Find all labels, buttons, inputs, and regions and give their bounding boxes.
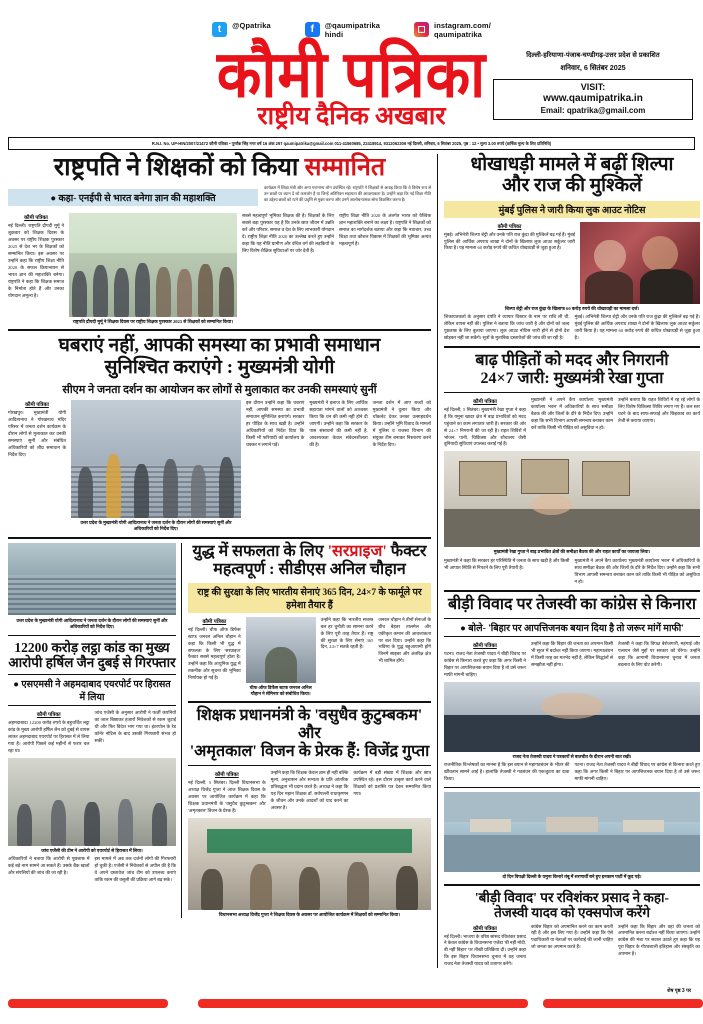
cds-body-2: जनरल चौहान ने तीनों सेनाओं के बीच बेहतर तालमेल और एकीकृत कमान की आवश्यकता पर बल दिया। उन्होंने कहा कि भविष्य के युद्ध बहुआयामी होंगे जिनमें साइबर और अंतरिक्ष क्षेत्र भी शामिल होंगे। (378, 616, 432, 664)
photo-figures (71, 445, 241, 518)
cds-body-0: नई दिल्ली। चीफ ऑफ डिफेंस स्टाफ जनरल अनिल चौहान ने कहा कि किसी भी युद्ध में सफलता के लिए 'सरप्राइज' फैक्टर सबसे महत्वपूर्ण होता है। उन्होंने कहा कि आधुनिक युद्ध में तकनीक और सूचना की भूमिका निर्णायक हो गई है। (188, 626, 241, 681)
flood-headline-line2: 24×7 जारी: मुख्यमंत्री रेखा गुप्ता (480, 369, 664, 387)
president-headline-red: सम्मानित (304, 154, 386, 181)
vijender-headline-line2: 'अमृतकाल' विजन के प्रेरक हैं: विजेंद्र गुप्ता (189, 743, 430, 761)
vijender-photo (188, 818, 431, 910)
president-photo (69, 213, 237, 317)
yogi-headline-line2: सुनिश्चित कराएंगे : मुख्यमंत्री योगी (104, 356, 335, 378)
vijender-body-2: कार्यक्रम में बड़ी संख्या में शिक्षक और छात्र उपस्थित रहे। इस दौरान उत्कृष्ट कार्य करने वाले शिक्षकों को प्रशस्ति पत्र देकर सम्मानित किया गया। (353, 770, 432, 797)
photo-figures (246, 642, 316, 683)
shilpa-kicker: मुंबई पुलिस ने जारी किया लुक आउट नोटिस (444, 201, 700, 218)
face-right (642, 236, 678, 272)
shilpa-headline-line2: और राज की मुश्किलें (502, 175, 642, 197)
flood-body-3: मुख्यमंत्री ने कहा कि सरकार हर परिस्थिति में जनता के साथ खड़ी है और किसी भी आपात स्थिति से निपटने के लिए पूरी तैयारी है। (444, 557, 570, 570)
yogi-photo (71, 400, 241, 518)
scam-headline-line1: 12200 करोड़ लट्ठा कांड का मुख्य (14, 639, 170, 655)
yogi-body-3: जनता दर्शन में आए बच्चों को मुख्यमंत्री ने दुलार किया और चॉकलेट देकर उनका उत्साहवर्धन किया। उन्होंने भूमि विवाद के मामलों में पुलिस व राजस्व विभाग की संयुक्त टीम बनाकर निस्तारण करने के निर्देश दिए। (372, 399, 431, 447)
scam-lead-caption: उत्तर प्रदेश के मुख्यमंत्री योगी आदित्यनाथ ने जनता दर्शन के दौरान लोगों की समस्याएं सुनीं और अधिकारियों को निर्देश दिए। (16, 617, 168, 630)
cds-headline-line2: महत्वपूर्ण : सीडीएस अनिल चौहान (213, 560, 406, 578)
publication-date: शनिवार, 6 सितंबर 2025 (560, 63, 626, 72)
yogi-body-0: गोरखपुर। मुख्यमंत्री योगी आदित्यनाथ ने गोरखनाथ मंदिर परिसर में जनता दर्शन कार्यक्रम के दौरान लोगों से मुलाकात कर उनकी समस्याएं सुनीं और संबंधित अधिकारियों को शीघ्र समाधान के निर्देश दिए। (8, 409, 66, 457)
facebook-icon: f (305, 22, 320, 37)
tejashwi-headline-line1: बीड़ी विवाद पर तेजस्वी का कांग्रेस से किनारा (447, 595, 697, 613)
vijender-photo-caption: विधानसभा अध्यक्ष विजेंद्र गुप्ता ने शिक्षक दिवस के अवसर पर आयोजित कार्यक्रम में शिक्षकों को सम्मानित किया। (218, 912, 401, 918)
social-item-facebook[interactable] (305, 22, 380, 40)
scam-photo (8, 758, 176, 846)
scam-byline: कौमी पत्रिका (36, 711, 61, 718)
shilpa-body-1: शिकायतकर्ता के अनुसार दंपति ने व्यापार विस्तार के नाम पर राशि ली थी, लेकिन वापस नहीं की। पुलिस ने बताया कि जांच जारी है और दोनों को जल्द पूछताछ के लिए बुलाया जाएगा। लुक आउट नोटिस जारी होने से दोनों देश छोड़कर नहीं जा सकेंगे। सूत्रों के मुताबिक दस्तावेजों की जांच की जा रही है। (444, 313, 570, 340)
yogi-subhead: सीएम ने जनता दर्शन का आयोजन कर लोगों से मुलाकात कर उनकी समस्याएं सुनीं (62, 383, 377, 396)
masthead-title: कौमी पत्रिका (216, 38, 487, 111)
tejashwi-body-2: तेजस्वी ने कहा कि विपक्ष बेरोजगारी, महंगाई और पलायन जैसे मुद्दों पर सरकार को घेरेगा। उन्होंने कहा कि आगामी विधानसभा चुनाव में जनता बदलाव के लिए वोट करेगी। (618, 640, 700, 667)
flood-photo-caption: मुख्यमंत्री रेखा गुप्ता ने बाढ़ प्रभावित क्षेत्रों की समीक्षा बैठक की और राहत कार्यों का जायजा लिया। (493, 549, 651, 555)
cds-headline-line1 (188, 543, 431, 561)
tejashwi-photo-caption: राजद नेता तेजस्वी यादव ने पत्रकारों से बातचीत के दौरान अपनी बात रखी। (512, 753, 632, 759)
tejashwi-byline: कौमी पत्रिका (473, 642, 497, 649)
twitter-handle: @Qpatrika (232, 21, 271, 30)
story-yogi (8, 335, 431, 532)
story-cds-wrap (188, 543, 431, 919)
president-sidebar-text: कार्यक्रम में शिक्षा मंत्री और अन्य गणमान्य लोग उपस्थित रहे। राष्ट्रपति ने शिक्षकों से आग्रह किया कि वे विशेष रूप से उन छात्रों पर ध्यान दें जो कमजोर हैं या जिन्हें अतिरिक्त सहायता की आवश्यकता है। उन्होंने कहा कि नई शिक्षा नीति का उद्देश्य छात्रों को रटने की प्रवृत्ति से मुक्त करना और उनमें आलोचनात्मक सोच विकसित करना है। (264, 185, 431, 203)
shilpa-headline-line1: धोखाधड़ी मामले में बढ़ीं शिल्पा (470, 154, 674, 175)
vijender-body-1: उन्होंने कहा कि शिक्षक केवल ज्ञान ही नहीं बल्कि मूल्य, अनुशासन और सभ्यता के प्रति आंतरिक प्रतिबद्धता भी प्रदान करते हैं। अध्यक्ष ने कहा कि यह दिन महान शिक्षक डॉ. सर्वपल्ली राधाकृष्णन के जीवन और उनके आदर्शों को याद करने का अवसर है। (270, 770, 349, 811)
ravishankar-body-2: उन्होंने कहा कि बिहार और वहां की जनता को अपमानित करना बर्दाश्त नहीं किया जाएगा। उन्होंने कांग्रेस की मंशा पर सवाल उठाते हुए कहा कि यह पूरा बिहार के गौरवशाली इतिहास और संस्कृति का अपमान है। (618, 923, 700, 957)
facebook-handle-line1: @qaumipatrika (324, 21, 381, 30)
president-body-3: राष्ट्रीय शिक्षा नीति 2020 के अंतर्गत भारत को वैश्विक ज्ञान महाशक्ति बनाने का लक्ष्य है। राष्ट्रपति ने शिक्षकों को समाज का मार्गदर्शक बताया और कहा कि नवाचार, उच्च शिक्षा तथा कौशल विकास में शिक्षकों की भूमिका अत्यंत महत्वपूर्ण है। (339, 213, 431, 246)
story-vijender (188, 707, 431, 918)
president-byline: कौमी पत्रिका (24, 215, 48, 221)
vijender-headline-line1: शिक्षक प्रधानमंत्री के 'वसुधैव कुटुम्बकम' और (196, 707, 423, 743)
vijender-byline: कौमी पत्रिका (214, 772, 239, 779)
shilpa-byline: कौमी पत्रिका (497, 223, 522, 230)
story-president (8, 154, 431, 325)
scam-photo-caption: जांच एजेंसी की टीम ने आरोपी को एयरपोर्ट से हिरासत में लिया। (41, 847, 143, 853)
river-photo-block (444, 792, 700, 880)
cds-body-1: उन्होंने कहा कि भारतीय सशस्त्र बल हर चुनौती का सामना करने के लिए पूरी तरह तैयार हैं। राष्ट्र की सुरक्षा के लिए सेनाएं 365 दिन, 24×7 सतर्क रहती हैं। (320, 616, 374, 650)
story-shilpa (444, 154, 700, 342)
rni-text: R.N.I. No. UP-HIN/2007/21472 कौमी पत्रिका • पूर्णांक सिंह नगर वर्ष 16 अंक 297 qaumipatrika@gmail.com 011-41560685, 22418914, 9312062306 नई दिल्ली, शनिवार, 6 सितंबर 2025, पृष्ठ : 12 • मूल्य 3.00 रुपये (वार्षिक मूल्य के लिए प्रतिनिधि) (151, 140, 552, 146)
cmyk-bar-1 (8, 999, 168, 1008)
visit-label: VISIT: (580, 82, 606, 92)
scam-kicker: ● एसएमसी ने अहमदाबाद एयरपोर्ट पर हिरासत में लिया (8, 674, 176, 706)
ravishankar-body-0: नई दिल्ली। भाजपा के वरिष्ठ सांसद रविशंकर प्रसाद ने केवल कांग्रेस के विधानसभा एजेंडा 'बी नहीं मोदी, बी नहीं बिहार' पर तीखी प्रतिक्रिया दी। उन्होंने कहा कि इस बिहार विधानसभा चुनाव में वह जनता राजद नेता तेजस्वी यादव को उजागर करेंगे। (444, 933, 526, 967)
publication-region: दिल्ली-हरियाणा-पंजाब-चण्डीगढ़-उत्तर प्रदेश से प्रकाशित (526, 52, 660, 59)
shilpa-photo-caption: शिल्पा शेट्टी और राज कुंद्रा के खिलाफ 60 करोड़ रुपये की धोखाधड़ी का मामला दर्ज। (504, 305, 640, 311)
president-headline (8, 154, 431, 182)
flood-body-2: उन्होंने बताया कि राहत शिविरों में रह रहे लोगों के लिए विशेष चिकित्सा शिविर लगाए गए हैं। जल स्तर घटने के बाद साफ-सफाई और छिड़काव का कार्य तेजी से कराया जाएगा। (618, 396, 700, 423)
scam-lead-photo (8, 543, 176, 615)
cds-headline-red: 'सरप्राइज' (327, 542, 387, 560)
ravishankar-body-1: कांग्रेस बिहार को अपमानित करने का काम करती रही है और इस लिए गया है। उन्होंने कहा कि ऐसे पदाधिकारी या नेताओं पर कार्रवाई की जानी चाहिए जो जनता का अपमान करते हैं। (531, 923, 613, 950)
photo-figures (69, 253, 237, 317)
president-body-0: नई दिल्ली। राष्ट्रपति द्रौपदी मुर्मू ने शुक्रवार को शिक्षक दिवस के अवसर पर राष्ट्रीय शिक्षक पुरस्कार 2025 से देश भर के शिक्षकों को सम्मानित किया। इस अवसर पर उन्होंने कहा कि राष्ट्रीय शिक्षा नीति 2020 के सफल क्रियान्वयन से भारत ज्ञान की महाशक्ति बनेगा। राष्ट्रपति ने कहा कि शिक्षक समाज के निर्माता होते हैं और उनका योगदान अमूल्य है। (8, 223, 64, 298)
vijender-body-0: नई दिल्ली, 5 सितंबर। दिल्ली विधानसभा के अध्यक्ष विजेंद्र गुप्ता ने आज शिक्षक दिवस के अवसर पर आयोजित कार्यक्रम में कहा कि शिक्षक प्रधानमंत्री के 'वसुधैव कुटुम्बकम' और 'अमृतकाल' विजन के प्रेरक हैं। (188, 780, 266, 814)
tejashwi-body-3: राजनीतिक विश्लेषकों का मानना है कि इस बयान से महागठबंधन के भीतर की खींचतान सामने आई है। हालांकि तेजस्वी ने गठबंधन की एकजुटता का दावा किया। (444, 761, 570, 781)
flood-body-3b: मुख्यमंत्री ने अपने कैंप कार्यालय 'मुख्यमंत्री कार्यालय भवन' में अधिकारियों के साथ समीक्षा बैठक की और जिलों के दौरे के निर्देश दिए। उन्होंने कहा कि सभी विभाग आपसी समन्वय बनाकर काम करें ताकि किसी भी पीड़ित को असुविधा न हो। (574, 557, 700, 584)
ravishankar-headline-line2: तेजस्वी यादव को एक्सपोज करेंगे (494, 905, 650, 921)
photo-figures (188, 853, 431, 910)
rni-bar (8, 137, 695, 150)
shilpa-photo (580, 222, 700, 304)
ravishankar-headline-line1: 'बीड़ी विवाद' पर रविशंकर प्रसाद ने कहा- (474, 890, 670, 906)
masthead-subtitle: राष्ट्रीय दैनिक अखबार (257, 103, 446, 130)
cmyk-bar-3 (198, 999, 528, 1008)
tejashwi-kicker: ● बोले- 'बिहार पर आपत्तिजनक बयान दिया है तो जरूर मांगें माफी' (444, 618, 700, 637)
shilpa-body-1b: मुंबई। अभिनेत्री शिल्पा शेट्टी और उनके पति राज कुंद्रा की मुश्किलें बढ़ गई हैं। मुंबई पुलिस की आर्थिक अपराध शाखा ने दोनों के खिलाफ लुक आउट सर्कुलर जारी किया है। यह मामला 60 करोड़ रुपये की कथित धोखाधड़ी से जुड़ा हुआ है। (574, 313, 700, 340)
instagram-handle (434, 22, 491, 40)
yogi-photo-caption: उत्तर प्रदेश के मुख्यमंत्री योगी आदित्यनाथ ने जनता दर्शन के दौरान लोगों की समस्याएं सुनीं और अधिकारियों को निर्देश दिए। (80, 519, 232, 532)
yogi-headline-line1: घबराएं नहीं, आपकी समस्या का प्रभावी समाधान (58, 335, 381, 357)
instagram-handle-line2: qaumipatrika (434, 29, 482, 39)
scam-headline-line2: आरोपी हर्षिल जैन दुबई से गिरफ्तार (8, 654, 176, 670)
facebook-handle-line2: hindi (324, 29, 344, 39)
scam-body-2: अधिकारियों ने बताया कि आरोपी से पूछताछ में कई बड़े नाम सामने आ सकते हैं। उसके बैंक खातों और संपत्तियों की जांच की जा रही है। (8, 856, 90, 876)
masthead (8, 38, 695, 134)
story-cds (188, 543, 431, 698)
story-scam (8, 543, 182, 919)
twitter-icon: t (212, 22, 227, 37)
tejashwi-body-1: उन्होंने कहा कि बिहार की जनता का अपमान किसी भी सूरत में बर्दाश्त नहीं किया जाएगा। महागठबंधन में किसी तरह का मतभेद नहीं है, लेकिन सिद्धांतों से समझौता नहीं होगा। (531, 640, 613, 667)
president-headline-plain: राष्ट्रपति ने शिक्षकों को किया (53, 154, 305, 181)
cds-headline-post: फैक्टर (386, 542, 427, 560)
story-ravishankar (444, 890, 700, 968)
cds-kicker: राष्ट्र की सुरक्षा के लिए भारतीय सेनाएं 365 दिन, 24×7 के फार्मूले पर हमेशा तैयार हैं (188, 583, 431, 613)
photo-water-texture (8, 575, 176, 615)
flood-headline-line1: बाढ़ पीड़ितों को मदद और निगरानी (475, 351, 669, 369)
instagram-handle-line1: instagram.com/ (434, 21, 491, 30)
president-kicker: ● कहा- एनईपी से भारत बनेगा ज्ञान की महाशक्ति (8, 189, 258, 206)
email-address[interactable]: Email: qpatrika@gmail.com (540, 105, 646, 115)
cds-headline-pre: युद्ध में सफलता के लिए (192, 542, 328, 560)
scam-body-0: अहमदाबाद। 12200 करोड़ रुपये के बहुचर्चित लट्ठा कांड के मुख्य आरोपी हर्षिल जैन को दुबई से वापस लाकर अहमदाबाद एयरपोर्ट पर हिरासत में ले लिया गया है। आरोपी पिछले कई महीनों से फरार चल रहा था। (8, 719, 90, 753)
scam-body-1: जांच एजेंसी के अनुसार आरोपी ने फर्जी कंपनियों का जाल बिछाकर हजारों निवेशकों से रकम जुटाई थी और फिर विदेश भाग गया था। इंटरपोल के रेड कॉर्नर नोटिस के बाद उसकी गिरफ्तारी संभव हो सकी। (94, 709, 176, 743)
flood-byline: कौमी पत्रिका (473, 398, 497, 405)
right-column (437, 154, 700, 968)
shilpa-body-0: मुंबई। अभिनेत्री शिल्पा शेट्टी और उनके पति राज कुंद्रा की मुश्किलें बढ़ गई हैं। मुंबई पुलिस की आर्थिक अपराध शाखा ने दोनों के खिलाफ लुक आउट सर्कुलर जारी किया है। यह मामला 60 करोड़ रुपये की कथित धोखाधड़ी से जुड़ा हुआ है। (444, 231, 575, 251)
flood-photo (444, 451, 700, 547)
president-body-2: सबसे महत्वपूर्ण भूमिका शिक्षक की है। शिक्षकों के लिए सबसे बड़ा पुरस्कार यह है कि उनके छात्र जीवन में उन्नति करें और परिवार, समाज व देश के लिए लाभकारी योगदान दें। राष्ट्रीय शिक्षा नीति 2020 का उल्लेख करते हुए उन्होंने कहा कि यह नीति ग्रामीण और वंचित वर्ग की लड़कियों के लिए विशेष शैक्षिक सुविधाओं पर जोर देती है। (242, 213, 334, 253)
social-item-instagram[interactable] (414, 22, 491, 40)
story-tejashwi (444, 596, 700, 783)
river-photo-caption: दो दिन विपक्षी दिल्ली के यमुना किनारे तंबू में शरणार्थी बने हुए इनकाम पार्टी में कूद पड़े। (502, 873, 642, 879)
yogi-body-2: मुख्यमंत्री ने इलाज के लिए आर्थिक सहायता मांगने वालों को आश्वस्त किया कि धन की कमी नहीं होने दी जाएगी। उन्होंने कहा कि सरकार के पास संसाधनों की कमी नहीं है, आवश्यकता केवल संवेदनशीलता की है। (309, 399, 368, 447)
website-url[interactable]: www.qaumipatrika.in (543, 93, 643, 105)
yogi-byline: कौमी पत्रिका (25, 401, 49, 408)
face-speaker (531, 494, 572, 515)
face-left (594, 240, 625, 273)
river-photo (444, 792, 700, 872)
tejashwi-body-0: पटना। राजद नेता तेजस्वी यादव ने बीड़ी विवाद पर कांग्रेस से किनारा करते हुए कहा कि अगर किसी ने बिहार पर आपत्तिजनक बयान दिया है तो उसे जरूर माफी मांगनी चाहिए। (444, 650, 526, 677)
tejashwi-photo (444, 682, 700, 752)
president-photo-caption: राष्ट्रपति द्रौपदी मुर्मू ने शिक्षक दिवस पर राष्ट्रीय शिक्षक पुरस्कार 2025 से शिक्षकों को सम्मानित किया। (72, 319, 234, 324)
cds-photo (246, 617, 316, 683)
scam-body-3: इस मामले में अब तक दर्जनों लोगों की गिरफ्तारी हो चुकी है। एजेंसी ने निवेशकों से अपील की है कि वे अपने दस्तावेज जांच टीम को उपलब्ध कराएं ताकि रकम की वसूली की प्रक्रिया आगे बढ़ सके। (94, 856, 176, 883)
instagram-icon: ◻ (414, 22, 429, 37)
masthead-info (493, 50, 693, 120)
photo-figures (8, 791, 176, 846)
tejashwi-body-3b: पटना। राजद नेता तेजस्वी यादव ने बीड़ी विवाद पर कांग्रेस से किनारा करते हुए कहा कि अगर किसी ने बिहार पर आपत्तिजनक बयान दिया है तो उसे जरूर माफी मांगनी चाहिए। (574, 761, 700, 781)
yogi-body-1: इस दौरान उन्होंने कहा कि घबराएं नहीं, आपकी समस्या का प्रभावी समाधान सुनिश्चित कराएंगे। सरकार हर पीड़ित के साथ खड़ी है। उन्होंने अधिकारियों को निर्देश दिया कि किसी भी फरियादी को कार्यालय के चक्कर न लगाने पड़ें। (246, 399, 305, 447)
flood-body-0: नई दिल्ली, 5 सितंबर। मुख्यमंत्री रेखा गुप्ता ने कहा है कि यमुना खादर क्षेत्र में बाढ़ प्रभावितों को मदद पहुंचाने का काम लगातार जारी है। सरकार की ओर से 24×7 निगरानी की जा रही है। राहत शिविरों में भोजन, पानी, चिकित्सा और शौचालय जैसी बुनियादी सुविधाएं उपलब्ध कराई गई हैं। (444, 406, 526, 447)
cds-byline: कौमी पत्रिका (202, 618, 227, 625)
cds-photo-caption: चीफ ऑफ डिफेंस स्टाफ जनरल अनिल चौहान ने सेमिनार को संबोधित किया। (249, 684, 312, 697)
flood-body-1: मुख्यमंत्री ने अपने कैंप कार्यालय 'मुख्यमंत्री कार्यालय भवन' में अधिकारियों के साथ समीक्षा बैठक की और जिलों के दौरे के निर्देश दिए। उन्होंने कहा कि सभी विभाग आपसी समन्वय बनाकर काम करें ताकि किसी भी पीड़ित को असुविधा न हो। (531, 396, 613, 430)
left-column (8, 154, 431, 968)
face-tejashwi (541, 693, 602, 720)
visit-box[interactable] (493, 79, 693, 120)
cmyk-bar-4 (543, 999, 703, 1008)
main-grid (8, 154, 700, 968)
split-row (8, 543, 431, 919)
continuation-note: शेष पृष्ठ 3 पर (667, 988, 691, 994)
ravishankar-byline: कौमी पत्रिका (473, 925, 497, 932)
cmyk-registration-bar (8, 999, 695, 1008)
story-flood (444, 352, 700, 586)
facebook-handle (325, 22, 380, 40)
social-item-twitter[interactable] (212, 22, 271, 37)
